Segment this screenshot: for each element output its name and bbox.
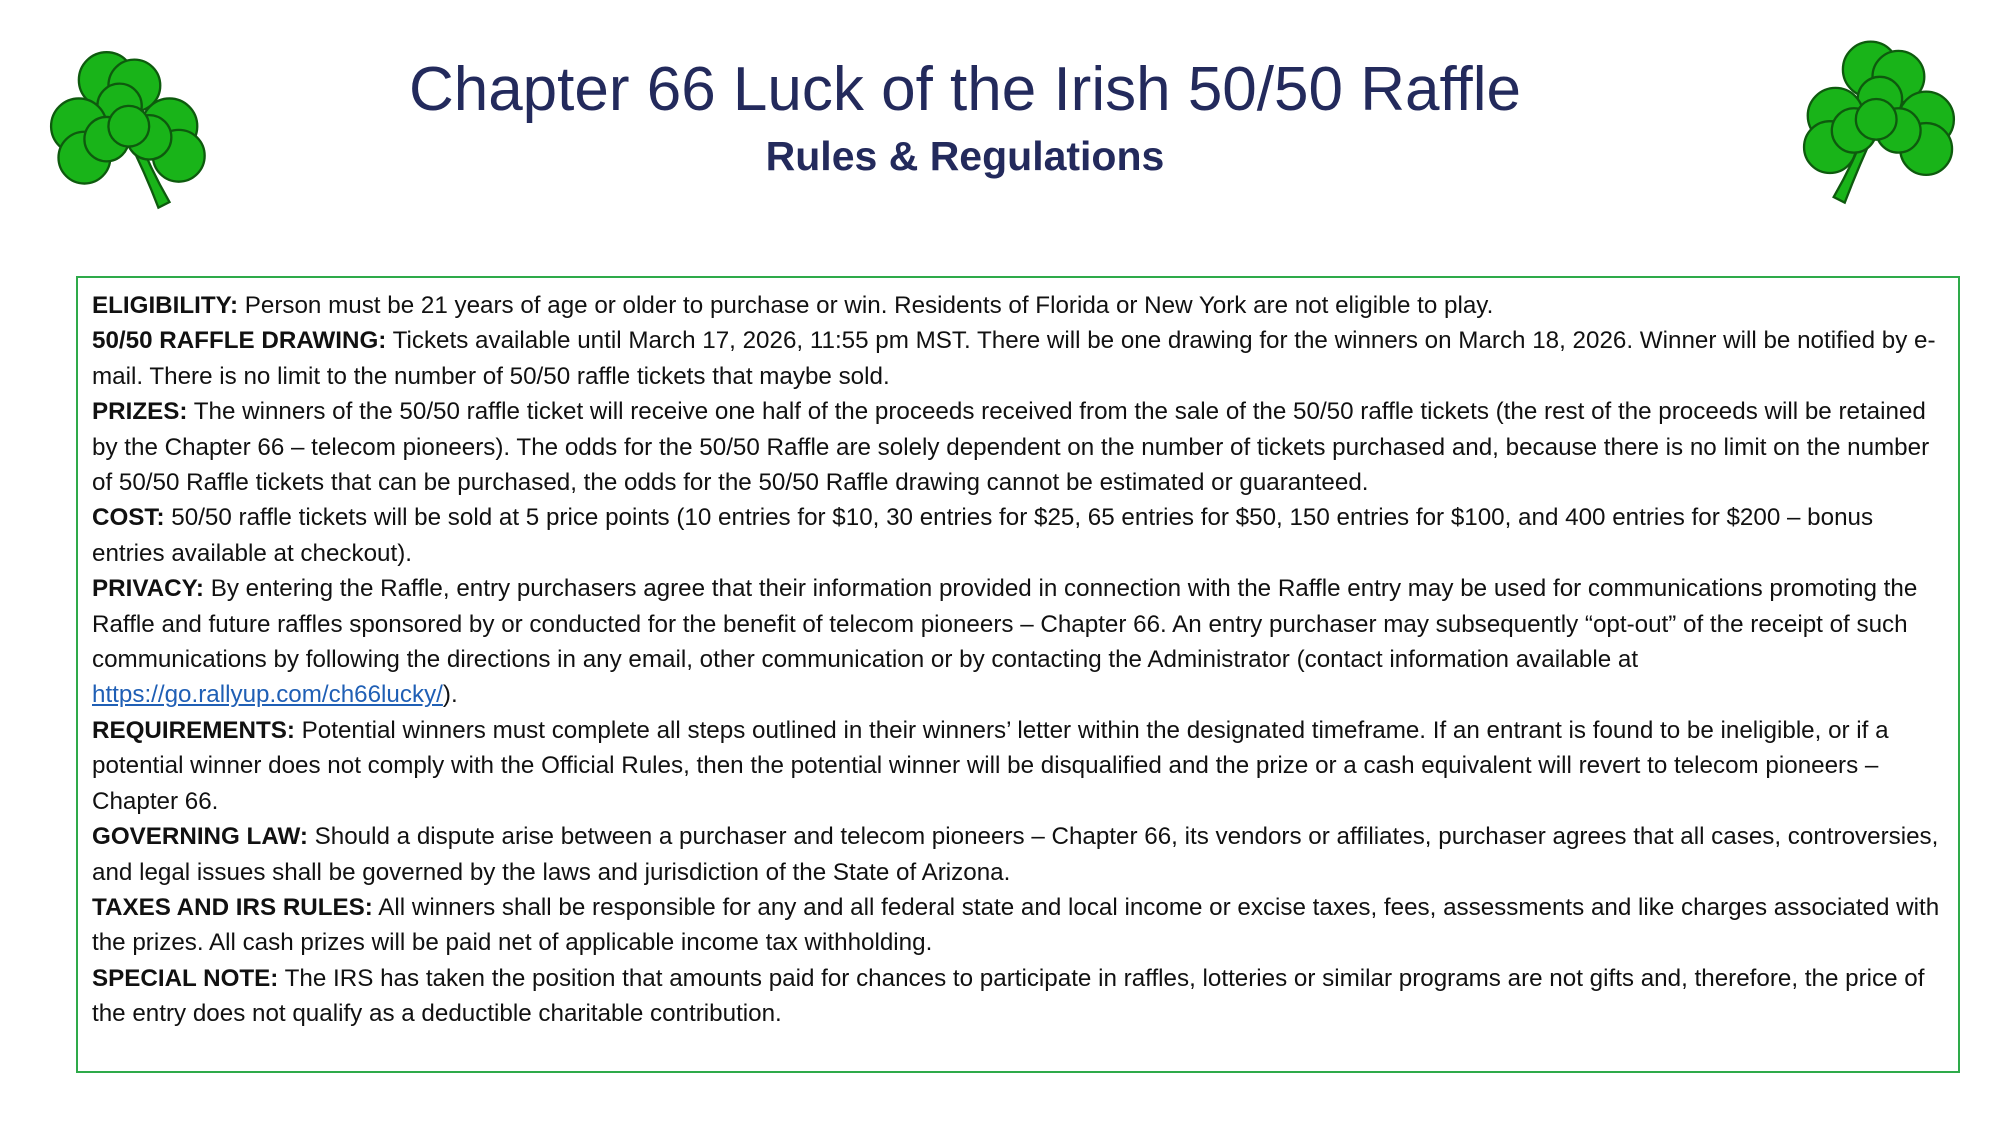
rule-eligibility [92,288,1944,323]
rule-text: 50/50 raffle tickets will be sold at 5 price points (10 entries for $10, 30 entries for $25, 65 entries for $50, 150 entries for $100, and 400 entries for $200 – bonus entries available at checkout). [92,504,1874,567]
rule-heading: TAXES AND IRS RULES: [92,893,373,921]
rule-heading: SPECIAL NOTE: [92,964,279,992]
rule-text-end: ). [442,681,458,709]
rule-heading: PRIVACY: [92,575,204,603]
rule-requirements [92,713,1944,819]
raffle-link[interactable]: https://go.rallyup.com/ch66lucky/ [92,681,443,709]
rule-heading: GOVERNING LAW: [92,823,308,851]
page-subtitle: Rules & Regulations [765,133,1165,179]
rule-heading: REQUIREMENTS: [92,716,295,744]
rule-special-note [92,961,1944,1032]
rule-governing-law [92,819,1944,890]
rule-taxes [92,890,1944,961]
rule-privacy [92,571,1944,713]
rule-cost [92,500,1944,571]
rule-text: The winners of the 50/50 raffle ticket will receive one half of the proceeds received from the sale of the 50/50 raffle tickets (the rest of the proceeds will be retained by the Chapter 66 – telecom pioneers). The odds for the 50/50 Raffle are solely dependent on the number of tickets purchased and, because there is no limit on the number of 50/50 Raffle tickets that can be purchased, the odds for the 50/50 Raffle drawing cannot be estimated or guaranteed. [92,398,1930,497]
rule-heading: ELIGIBILITY: [92,292,239,319]
rule-drawing [92,323,1944,394]
rule-text: The IRS has taken the position that amounts paid for chances to participate in raffles, lotteries or similar programs are not gifts and, therefore, the price of the entry does not qualify as a deductible charitable contribution. [92,964,1925,1028]
rules-box [76,276,1960,1073]
rule-heading: 50/50 RAFFLE DRAWING: [92,327,387,355]
rule-heading: PRIZES: [92,398,188,426]
rule-text: All winners shall be responsible for any and all federal state and local income or excise taxes, fees, assessments and like charges associated with the prizes. All cash prizes will be paid net of applicable income tax withholding. [92,893,1940,957]
page-title: Chapter 66 Luck of the Irish 50/50 Raffle [408,55,1522,124]
rule-heading: COST: [92,504,165,532]
rule-text: Should a dispute arise between a purchaser and telecom pioneers – Chapter 66, its vendors or affiliates, purchaser agrees that all cases, controversies, and legal issues shall be governed by the laws and jurisdiction of the State of Arizona. [92,823,1939,886]
rule-prizes [92,394,1944,500]
rule-text: By entering the Raffle, entry purchasers agree that their information provided in connection with the Raffle entry may be used for communications promoting the Raffle and future raffles sponsored by or conducted for the benefit of telecom pioneers – Chapter 66. An entry purchaser may subsequently “opt-out” of the receipt of such communications by following the directions in any email, other communication or by contacting the Administrator (contact information available at [92,575,1918,674]
rule-text: Person must be 21 years of age or older to purchase or win. Residents of Florida or New York are not eligible to play. [244,292,1494,319]
rule-text: Potential winners must complete all steps outlined in their winners’ letter within the designated timeframe. If an entrant is found to be ineligible, or if a potential winner does not comply with the Official Rules, then the potential winner will be disqualified and the prize or a cash equivalent will revert to telecom pioneers – Chapter 66. [92,716,1889,815]
rule-text: Tickets available until March 17, 2026, 11:55 pm MST. There will be one drawing for the winners on March 18, 2026. Winner will be notified by e-mail. There is no limit to the number of 50/50 raffle tickets that maybe sold. [92,327,1936,390]
